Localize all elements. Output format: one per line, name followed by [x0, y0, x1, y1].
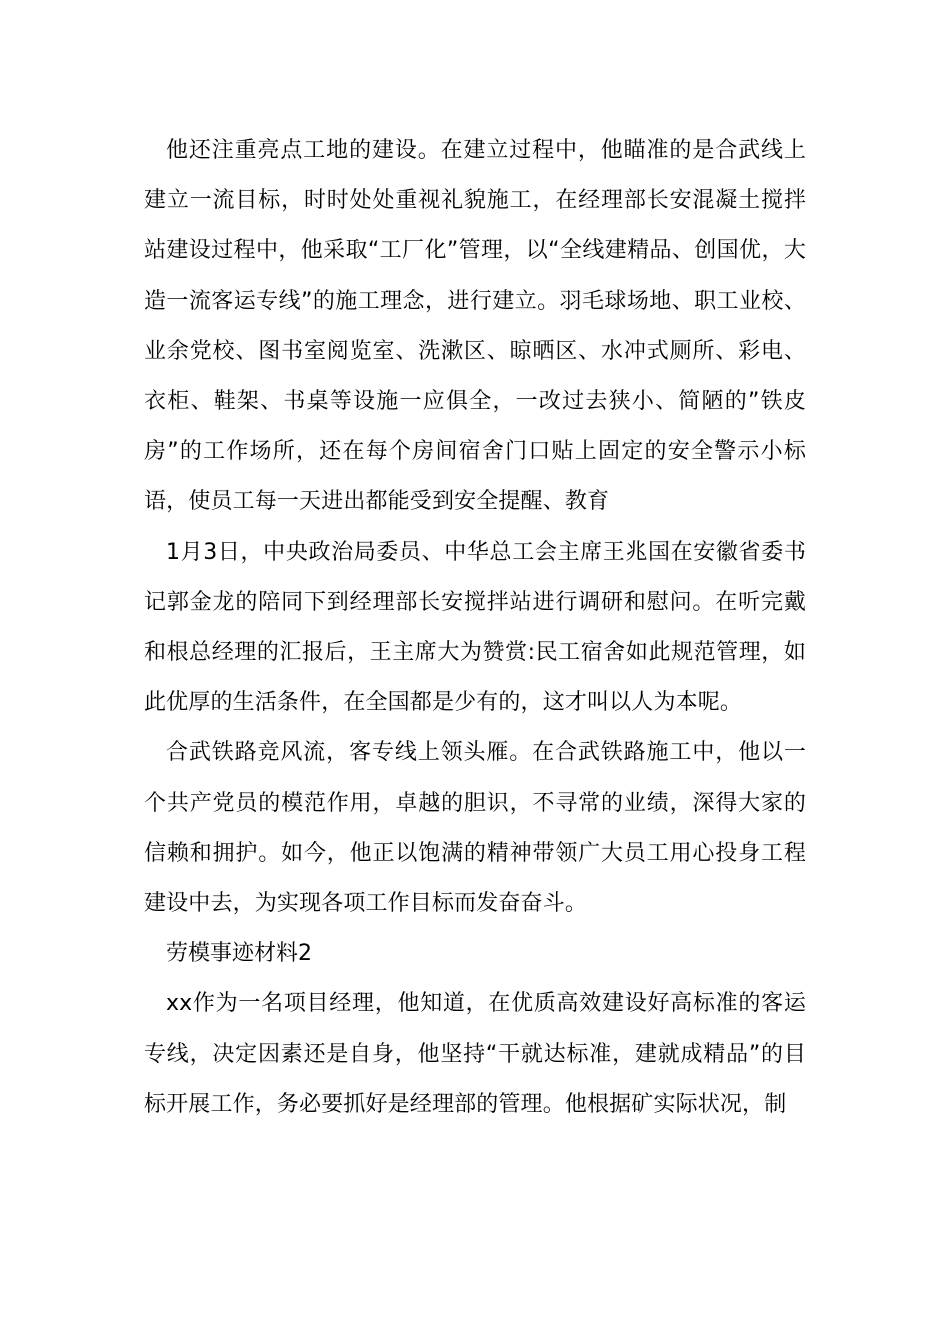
document-body — [144, 126, 806, 1130]
section-heading: 劳模事迹材料2 — [166, 941, 312, 967]
paragraph-leader-visit: 1月3日，中央政治局委员、中华总工会主席王兆国在安徽省委书记郭金龙的陪同下到经理部长安搅拌站进行调研和慰问。在听完戴和根总经理的汇报后，王主席大为赞赏:民工宿舍如此规范管理，如此优厚的生活条件，在全国都是少有的，这才叫以人为本呢。 — [144, 539, 806, 716]
paragraph-site-construction: 他还注重亮点工地的建设。在建立过程中，他瞄准的是合武线上建立一流目标，时时处处重视礼貌施工，在经理部长安混凝土搅拌站建设过程中，他采取“工厂化”管理，以“全线建精品、创国优，大造一流客运专线”的施工理念，进行建立。羽毛球场地、职工业校、业余党校、图书室阅览室、洗漱区、晾晒区、水冲式厕所、彩电、衣柜、鞋架、书桌等设施一应俱全，一改过去狭小、简陋的”铁皮房”的工作场所，还在每个房间宿舍门口贴上固定的安全警示小标语，使员工每一天进出都能受到安全提醒、教育 — [144, 138, 806, 515]
paragraph-project-manager: xx作为一名项目经理，他知道，在优质高效建设好高标准的客运专线，决定因素还是自身，他坚持“干就达标准，建就成精品”的目标开展工作，务必要抓好是经理部的管理。他根据矿实际状况，制 — [144, 991, 806, 1117]
paragraph-summary: 合武铁路竞风流，客专线上领头雁。在合武铁路施工中，他以一个共产党员的模范作用，卓越的胆识，不寻常的业绩，深得大家的信赖和拥护。如今，他正以饱满的精神带领广大员工用心投身工程建设中去，为实现各项工作目标而发奋奋斗。 — [144, 740, 806, 917]
